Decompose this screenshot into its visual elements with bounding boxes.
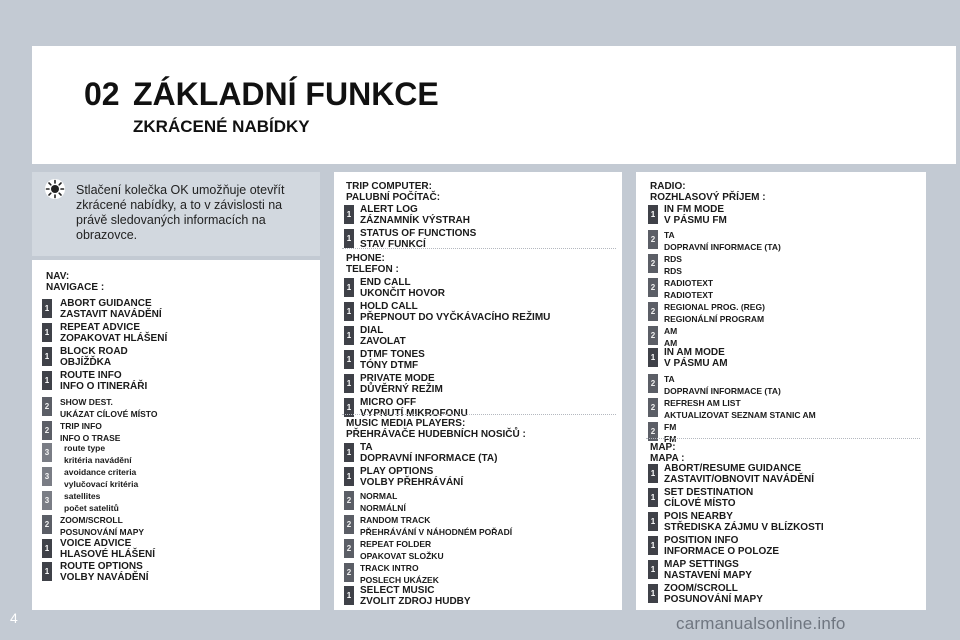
menu-item-line: REFRESH AM LIST xyxy=(664,398,741,408)
menu-item-line: END CALL xyxy=(360,277,411,288)
music-menu-item xyxy=(360,490,406,514)
music-menu-item xyxy=(360,562,439,586)
radio-menu-item xyxy=(664,229,781,253)
level-badge: 1 xyxy=(42,371,52,390)
radio-menu-item xyxy=(664,397,816,421)
map-menu-item xyxy=(664,535,779,557)
level-badge: 1 xyxy=(344,302,354,321)
menu-item-line: REGIONAL PROG. (REG) xyxy=(664,302,765,312)
radio-menu-item xyxy=(664,277,713,301)
menu-item-line: ZOOM/SCROLL xyxy=(60,515,123,525)
menu-item-line: PRIVATE MODE xyxy=(360,373,435,384)
menu-item-line: STŘEDISKA ZÁJMU V BLÍZKOSTI xyxy=(664,522,824,533)
level-badge: 1 xyxy=(42,299,52,318)
menu-item-line: AM xyxy=(664,326,678,336)
menu-item-line: TA xyxy=(664,374,675,384)
level-badge: 1 xyxy=(42,562,52,581)
menu-item-line: DIAL xyxy=(360,325,384,336)
menu-item-line: INFORMACE O POLOZE xyxy=(664,546,779,557)
menu-item-line: V PÁSMU FM xyxy=(664,215,727,226)
phone-heading xyxy=(346,253,399,275)
level-badge: 2 xyxy=(344,515,354,534)
menu-item-line: NORMÁLNÍ xyxy=(360,503,406,513)
level-badge: 1 xyxy=(344,350,354,369)
music-heading xyxy=(346,418,526,440)
menu-item-line: ROUTE INFO xyxy=(60,370,122,381)
menu-item-line: TRIP INFO xyxy=(60,421,102,431)
radio-menu-item xyxy=(664,325,677,349)
menu-item-line: DŮVĚRNÝ REŽIM xyxy=(360,384,443,395)
menu-item-line: ZÁZNAMNÍK VÝSTRAH xyxy=(360,215,470,226)
chapter-number: 02 xyxy=(84,76,120,112)
level-badge: 2 xyxy=(648,374,658,393)
menu-item-line: satellites xyxy=(64,491,101,501)
menu-item-line: IN AM MODE xyxy=(664,347,725,358)
music-menu-item xyxy=(360,442,497,464)
level-badge: 1 xyxy=(648,488,658,507)
level-badge: 1 xyxy=(344,374,354,393)
music-menu-item xyxy=(360,466,463,488)
level-badge: 2 xyxy=(42,515,52,534)
menu-item-line: PŘEPNOUT DO VYČKÁVACÍHO REŽIMU xyxy=(360,312,551,323)
menu-item-line: REPEAT ADVICE xyxy=(60,322,141,333)
map-menu-item xyxy=(664,583,763,605)
menu-item-line: DOPRAVNÍ INFORMACE (TA) xyxy=(664,386,781,396)
level-badge: 2 xyxy=(648,302,658,321)
menu-item-line: AKTUALIZOVAT SEZNAM STANIC AM xyxy=(664,410,816,420)
menu-item-line: VOLBY NAVÁDĚNÍ xyxy=(60,572,149,583)
watermark: carmanualsonline.info xyxy=(676,614,846,633)
menu-item-line: vylučovací kritéria xyxy=(64,479,139,489)
level-badge: 1 xyxy=(648,512,658,531)
level-badge: 3 xyxy=(42,491,52,510)
menu-item-line: TA xyxy=(664,230,675,240)
menu-item-line: HLASOVÉ HLÁŠENÍ xyxy=(60,549,156,560)
menu-item-line: REPEAT FOLDER xyxy=(360,539,432,549)
menu-item-line: STATUS OF FUNCTIONS xyxy=(360,228,477,239)
menu-item-line: route type xyxy=(64,443,106,453)
map-menu-item xyxy=(664,511,824,533)
chapter-subtitle: ZKRÁCENÉ NABÍDKY xyxy=(133,117,310,136)
nav-menu-item xyxy=(64,466,138,490)
menu-item-line: ZAVOLAT xyxy=(360,336,406,347)
menu-item-line: ABORT GUIDANCE xyxy=(60,298,152,309)
menu-item-line: UKÁZAT CÍLOVÉ MÍSTO xyxy=(60,409,158,419)
nav-menu-item xyxy=(60,322,167,344)
menu-item-line: POSUNOVÁNÍ MAPY xyxy=(664,594,763,605)
music-menu-item xyxy=(360,514,512,538)
menu-item-line: INFO O TRASE xyxy=(60,433,121,443)
phone-heading-line: TELEFON : xyxy=(346,264,399,275)
phone-menu-item xyxy=(360,301,550,323)
menu-item-line: V PÁSMU AM xyxy=(664,358,728,369)
level-badge: 2 xyxy=(648,326,658,345)
level-badge: 1 xyxy=(344,467,354,486)
level-badge: 2 xyxy=(42,397,52,416)
menu-item-line: VOLBY PŘEHRÁVÁNÍ xyxy=(360,477,464,488)
map-heading-line: MAP: xyxy=(650,442,676,453)
nav-menu-item xyxy=(60,370,147,392)
level-badge: 2 xyxy=(42,421,52,440)
menu-item-line: POIS NEARBY xyxy=(664,511,733,522)
radio-menu-item xyxy=(664,347,728,369)
level-badge: 1 xyxy=(648,560,658,579)
menu-item-line: ALERT LOG xyxy=(360,204,418,215)
menu-item-line: PŘEHRÁVÁNÍ V NÁHODNÉM POŘADÍ xyxy=(360,527,513,537)
level-badge: 2 xyxy=(648,254,658,273)
menu-item-line: ROUTE OPTIONS xyxy=(60,561,143,572)
phone-menu-item xyxy=(360,325,406,347)
radio-menu-item xyxy=(664,204,727,226)
level-badge: 1 xyxy=(648,464,658,483)
radio-heading-line: RADIO: xyxy=(650,181,686,192)
menu-item-line: MAP SETTINGS xyxy=(664,559,739,570)
menu-item-line: IN FM MODE xyxy=(664,204,724,215)
level-badge: 1 xyxy=(42,323,52,342)
level-badge: 1 xyxy=(344,229,354,248)
menu-item-line: RANDOM TRACK xyxy=(360,515,431,525)
menu-item-line: FM xyxy=(664,434,677,444)
trip-menu-item xyxy=(360,228,476,250)
level-badge: 2 xyxy=(648,230,658,249)
level-badge: 1 xyxy=(42,539,52,558)
phone-menu-item xyxy=(360,277,445,299)
map-menu-item xyxy=(664,487,753,509)
menu-item-line: TA xyxy=(360,442,373,453)
level-badge: 1 xyxy=(344,443,354,462)
menu-item-line: FM xyxy=(664,422,677,432)
menu-item-line: počet satelitů xyxy=(64,503,119,513)
menu-item-line: CÍLOVÉ MÍSTO xyxy=(664,498,736,509)
menu-item-line: OBJÍŽĎKA xyxy=(60,357,112,368)
menu-item-line: NORMAL xyxy=(360,491,398,501)
menu-item-line: SET DESTINATION xyxy=(664,487,754,498)
menu-item-line: TRACK INTRO xyxy=(360,563,419,573)
trip-heading-line: PALUBNÍ POČÍTAČ: xyxy=(346,192,441,203)
menu-item-line: SELECT MUSIC xyxy=(360,585,435,596)
level-badge: 1 xyxy=(344,398,354,417)
menu-item-line: RADIOTEXT xyxy=(664,290,714,300)
level-badge: 3 xyxy=(42,443,52,462)
music-menu-item xyxy=(360,585,471,607)
menu-item-line: NASTAVENÍ MAPY xyxy=(664,570,752,581)
menu-item-line: RDS xyxy=(664,266,682,276)
menu-item-line: ZOPAKOVAT HLÁŠENÍ xyxy=(60,333,168,344)
phone-separator xyxy=(342,248,616,249)
radio-menu-item xyxy=(664,253,682,277)
level-badge: 2 xyxy=(344,491,354,510)
menu-item-line: UKONČIT HOVOR xyxy=(360,288,445,299)
menu-item-line: ZOOM/SCROLL xyxy=(664,583,738,594)
trip-heading-line: TRIP COMPUTER: xyxy=(346,181,432,192)
nav-menu-item xyxy=(60,514,144,538)
trip-menu-item xyxy=(360,204,470,226)
level-badge: 2 xyxy=(648,278,658,297)
menu-item-line: TÓNY DTMF xyxy=(360,360,419,371)
nav-menu-item xyxy=(60,298,162,320)
trip-heading xyxy=(346,181,440,203)
menu-item-line: ZVOLIT ZDROJ HUDBY xyxy=(360,596,471,607)
level-badge: 1 xyxy=(648,205,658,224)
wheel-knob-icon xyxy=(44,178,66,200)
menu-item-line: BLOCK ROAD xyxy=(60,346,128,357)
level-badge: 2 xyxy=(648,398,658,417)
map-menu-item xyxy=(664,559,752,581)
nav-menu-item xyxy=(60,420,120,444)
level-badge: 3 xyxy=(42,467,52,486)
page-number: 4 xyxy=(10,610,18,626)
nav-menu-item xyxy=(60,538,155,560)
menu-item-line: POSITION INFO xyxy=(664,535,739,546)
menu-item-line: AM xyxy=(664,338,678,348)
level-badge: 1 xyxy=(648,348,658,367)
menu-item-line: SHOW DEST. xyxy=(60,397,113,407)
menu-item-line: DTMF TONES xyxy=(360,349,425,360)
menu-item-line: MICRO OFF xyxy=(360,397,417,408)
radio-heading xyxy=(650,181,766,203)
music-separator xyxy=(342,414,616,415)
menu-item-line: PLAY OPTIONS xyxy=(360,466,434,477)
level-badge: 1 xyxy=(344,205,354,224)
menu-item-line: ABORT/RESUME GUIDANCE xyxy=(664,463,802,474)
nav-menu-item xyxy=(60,346,128,368)
music-heading-line: PŘEHRÁVAČE HUDEBNÍCH NOSIČŮ : xyxy=(346,429,526,440)
menu-item-line: REGIONÁLNÍ PROGRAM xyxy=(664,314,765,324)
menu-item-line: POSLECH UKÁZEK xyxy=(360,575,439,585)
menu-item-line: POSUNOVÁNÍ MAPY xyxy=(60,527,145,537)
menu-item-line: ZASTAVIT/OBNOVIT NAVÁDĚNÍ xyxy=(664,474,814,485)
menu-item-line: OPAKOVAT SLOŽKU xyxy=(360,551,444,561)
nav-heading xyxy=(46,271,104,293)
radio-heading-line: ROZHLASOVÝ PŘÍJEM : xyxy=(650,192,766,203)
menu-item-line: DOPRAVNÍ INFORMACE (TA) xyxy=(360,453,498,464)
chapter-title: ZÁKLADNÍ FUNKCE xyxy=(133,76,439,112)
nav-heading-line: NAV: xyxy=(46,271,70,282)
menu-item-line: VYPNUTÍ MIKROFONU xyxy=(360,408,468,419)
level-badge: 1 xyxy=(648,584,658,603)
phone-menu-item xyxy=(360,349,425,371)
menu-item-line: STAV FUNKCÍ xyxy=(360,239,426,250)
map-separator xyxy=(646,438,920,439)
map-heading-line: MAPA : xyxy=(650,453,685,464)
level-badge: 2 xyxy=(344,539,354,558)
level-badge: 1 xyxy=(344,278,354,297)
radio-menu-item xyxy=(664,301,765,325)
level-badge: 1 xyxy=(344,586,354,605)
menu-item-line: RADIOTEXT xyxy=(664,278,714,288)
music-heading-line: MUSIC MEDIA PLAYERS: xyxy=(346,418,466,429)
nav-menu-item xyxy=(60,396,157,420)
phone-menu-item xyxy=(360,373,443,395)
nav-heading-line: NAVIGACE : xyxy=(46,282,105,293)
nav-menu-item xyxy=(64,490,119,514)
level-badge: 2 xyxy=(648,422,658,441)
nav-menu-item xyxy=(60,561,149,583)
map-menu-item xyxy=(664,463,814,485)
phone-heading-line: PHONE: xyxy=(346,253,385,264)
nav-menu-item xyxy=(64,442,132,466)
level-badge: 1 xyxy=(344,326,354,345)
info-text: Stlačení kolečka OK umožňuje otevřít zkrácené nabídky, a to v závislosti na právě sledovaných informacích na obrazovce. xyxy=(76,183,285,242)
menu-item-line: VOICE ADVICE xyxy=(60,538,132,549)
menu-item-line: RDS xyxy=(664,254,682,264)
map-heading xyxy=(650,442,684,464)
level-badge: 1 xyxy=(42,347,52,366)
menu-item-line: DOPRAVNÍ INFORMACE (TA) xyxy=(664,242,781,252)
menu-item-line: INFO O ITINERÁŘI xyxy=(60,381,148,392)
phone-menu-item xyxy=(360,397,468,419)
level-badge: 1 xyxy=(648,536,658,555)
menu-item-line: HOLD CALL xyxy=(360,301,418,312)
radio-menu-item xyxy=(664,373,781,397)
level-badge: 2 xyxy=(344,563,354,582)
menu-item-line: ZASTAVIT NAVÁDĚNÍ xyxy=(60,309,162,320)
music-menu-item xyxy=(360,538,444,562)
menu-item-line: kritéria navádění xyxy=(64,455,132,465)
menu-item-line: avoidance criteria xyxy=(64,467,137,477)
